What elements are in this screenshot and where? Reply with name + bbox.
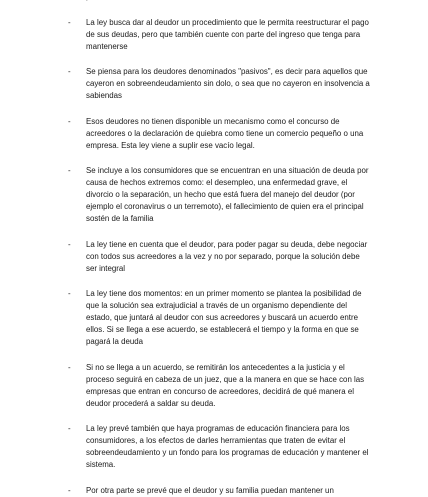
list-item xyxy=(68,362,370,410)
list-item-text: Esos deudores no tienen disponible un mecanismo como el concurso de acreedores o la declaración de quiebra como tiene un comercio pequeño o una empresa. Esta ley viene a suplir ese vacío legal. xyxy=(86,116,364,150)
bullet-marker: - xyxy=(68,67,71,76)
bullet-marker xyxy=(68,0,78,3)
bullet-marker: - xyxy=(68,166,71,175)
bullet-marker: - xyxy=(68,424,71,433)
list-item-text: La ley busca dar al deudor un procedimiento que le permita reestructurar el pago de sus deudas, pero que también cuente con parte del ingreso que tenga para mantenerse xyxy=(86,17,369,51)
bullet-marker: - xyxy=(68,289,71,298)
list-item-text: Se incluye a los consumidores que se encuentran en una situación de deuda por causa de hechos extremos como: el desempleo, una enfermedad grave, el divorcio o la separación, un hecho que está fuera del manejo del deudor (por ejemplo el coronavirus o un terremoto), el fallecimiento de quien era el principal sostén de la familia xyxy=(86,166,369,223)
list-item xyxy=(68,66,370,102)
list-item xyxy=(68,288,370,348)
list-item xyxy=(68,239,370,275)
list-item xyxy=(68,485,370,497)
bullet-marker: - xyxy=(68,17,71,27)
list-item xyxy=(68,116,370,152)
list-item-text: Si no se llega a un acuerdo, se remitirán los antecedentes a la justicia y el proceso seguirá en cabeza de un juez, que a la manera en que se hace con las empresas que entran en concurso de acreedores, decidirá de qué manera el deudor procederá a saldar su deuda. xyxy=(86,362,365,408)
bullet-list xyxy=(68,0,370,497)
list-item-text: La ley tiene en cuenta que el deudor, para poder pagar su deuda, debe negociar con todos sus acreedores a la vez y no por separado, porque la solución debe ser integral xyxy=(86,239,368,273)
list-item xyxy=(68,0,370,3)
bullet-marker: - xyxy=(68,485,71,495)
list-item-text xyxy=(86,0,370,3)
bullet-marker: - xyxy=(68,239,71,249)
list-item xyxy=(68,165,370,225)
list-item-text: La ley tiene dos momentos: en un primer momento se plantea la posibilidad de que la solución sea extrajudicial a través de un organismo dependiente del estado, que juntará al deudor con sus acreedores y buscará un acuerdo entre ellos. Si se llega a ese acuerdo, se establecerá el tiempo y la forma en que se pagará la deuda xyxy=(86,289,362,346)
list-item xyxy=(68,423,370,471)
list-item xyxy=(68,17,370,53)
list-item-text: Se piensa para los deudores denominados "pasivos", es decir para aquellos que cayeron en sobreendeudamiento sin dolo, o sea que no cayeron en insolvencia a sabiendas xyxy=(86,67,370,100)
list-item-text: Por otra parte se prevé que el deudor y su familia puedan mantener un xyxy=(86,485,334,495)
list-item-text: La ley prevé también que haya programas de educación financiera para los consumidores, a los efectos de darles herramientas que traten de evitar el sobreendeudamiento y un fondo para los programas de educación y mantener el sistema. xyxy=(86,424,369,469)
bullet-marker: - xyxy=(68,116,71,126)
bullet-marker: - xyxy=(68,362,71,372)
